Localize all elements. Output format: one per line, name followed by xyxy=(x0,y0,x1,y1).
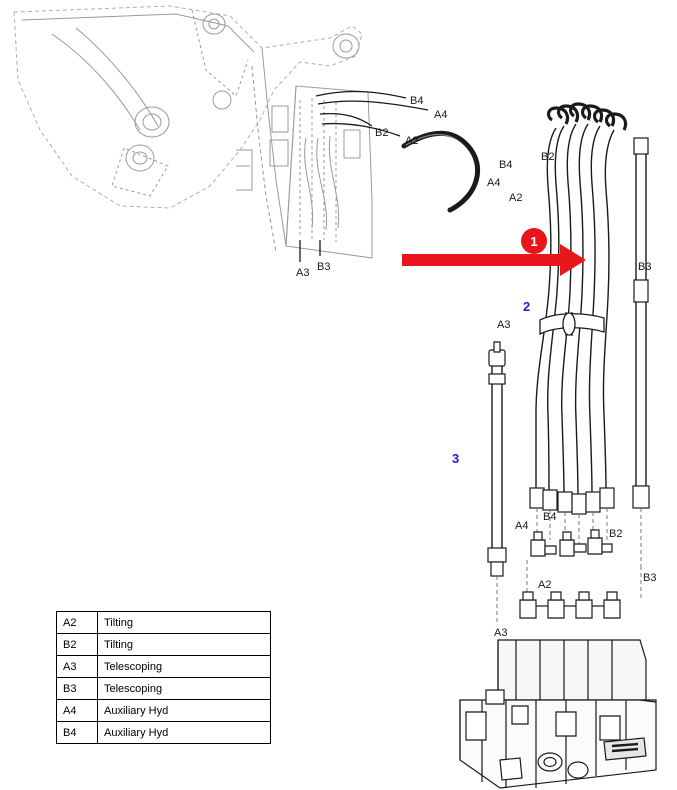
control-valve-block xyxy=(460,640,656,788)
legend-desc: Tilting xyxy=(98,612,271,634)
callout-badge-1: 1 xyxy=(521,228,547,254)
port-label-b3-right-upper: B3 xyxy=(638,261,652,273)
legend-desc: Tilting xyxy=(98,634,271,656)
legend-code: B2 xyxy=(57,634,98,656)
port-label-b2-upper-left: B2 xyxy=(375,127,389,139)
port-label-b4-lower: B4 xyxy=(543,511,557,523)
port-label-b4-bundle: B4 xyxy=(499,159,513,171)
table-row xyxy=(57,634,271,656)
port-label-a3-lower: A3 xyxy=(494,627,508,639)
upper-hose-bundle xyxy=(536,124,614,498)
legend-code: A4 xyxy=(57,700,98,722)
legend-code: B4 xyxy=(57,722,98,744)
port-label-a4-lower: A4 xyxy=(515,520,529,532)
port-label-b3-machine: B3 xyxy=(317,261,331,273)
a3-long-hose-left xyxy=(488,342,506,576)
valve-fittings-cluster xyxy=(520,528,623,618)
legend-table xyxy=(56,611,271,744)
legend-desc: Telescoping xyxy=(98,656,271,678)
callout-number-3: 3 xyxy=(452,451,460,466)
legend-code: A2 xyxy=(57,612,98,634)
port-label-a3-left-hose: A3 xyxy=(497,319,511,331)
machine-ghost-outline xyxy=(14,6,372,258)
table-row xyxy=(57,612,271,634)
port-label-b3-lower: B3 xyxy=(643,572,657,584)
port-label-a2-lower: A2 xyxy=(538,579,552,591)
legend-desc: Auxiliary Hyd xyxy=(98,722,271,744)
port-label-b4-upper-left: B4 xyxy=(410,95,424,107)
table-row xyxy=(57,722,271,744)
hose-clamp-2 xyxy=(540,312,604,336)
legend-code: A3 xyxy=(57,656,98,678)
table-row xyxy=(57,700,271,722)
legend-code: B3 xyxy=(57,678,98,700)
port-label-b2-lower: B2 xyxy=(609,528,623,540)
b3-straight-hose-right xyxy=(633,138,652,508)
port-label-a3-machine: A3 xyxy=(296,267,310,279)
port-label-a2-bundle: A2 xyxy=(509,192,523,204)
callout-number-2: 2 xyxy=(523,299,531,314)
legend-desc: Telescoping xyxy=(98,678,271,700)
port-label-a4-bundle: A4 xyxy=(487,177,501,189)
port-label-a2-upper-left: A2 xyxy=(405,135,419,147)
table-row xyxy=(57,678,271,700)
legend-desc: Auxiliary Hyd xyxy=(98,700,271,722)
table-row xyxy=(57,656,271,678)
port-label-b2-bundle: B2 xyxy=(541,151,555,163)
port-label-a4-upper-left: A4 xyxy=(434,109,448,121)
